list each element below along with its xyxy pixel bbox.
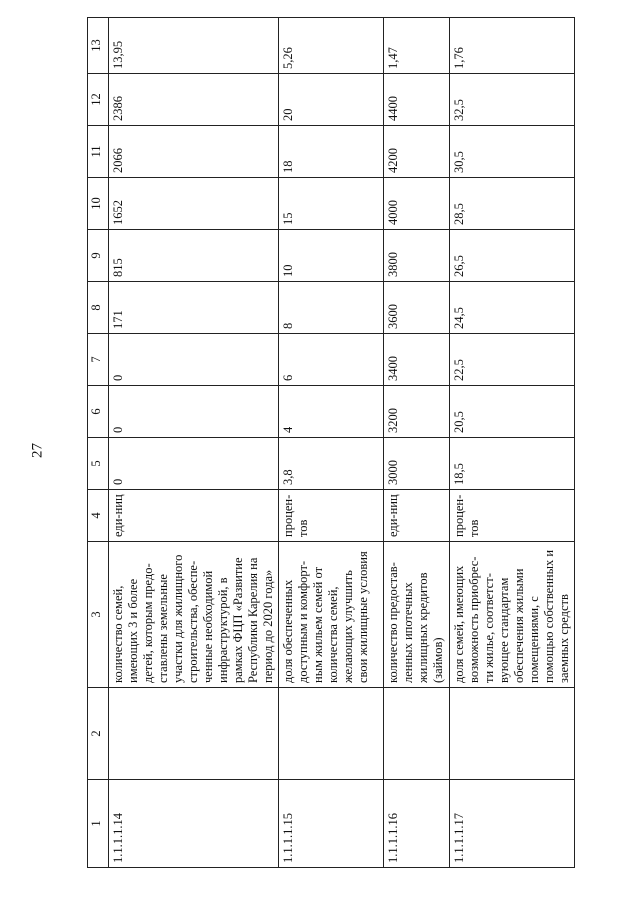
row-value: 15: [279, 178, 384, 230]
indicators-table: [87, 17, 575, 868]
row-value: 3600: [384, 282, 450, 334]
page-number: 27: [29, 443, 46, 458]
row-value: 1,47: [384, 18, 450, 74]
row-value: 30,5: [450, 126, 575, 178]
row-value: 3400: [384, 334, 450, 386]
row-value: 1,76: [450, 18, 575, 74]
row-value: 171: [109, 282, 279, 334]
header-cell: 2: [88, 688, 109, 780]
header-cell: 11: [88, 126, 109, 178]
header-cell: 7: [88, 334, 109, 386]
row-indicator: доля семей, имеющих возможность приобрес-ти жилье, соответст-вующее стандартам обеспечения жилыми помещениями, с помощью собственных и заемных средств: [450, 542, 575, 688]
row-value: 4200: [384, 126, 450, 178]
header-cell: 8: [88, 282, 109, 334]
row-value: 3000: [384, 438, 450, 490]
row-indicator: доля обеспеченных доступным и комфорт-ным жильем семей от количества семей, желающих улучшить свои жилищные условия: [279, 542, 384, 688]
row-code: 1.1.1.1.17: [450, 780, 575, 868]
table-row: [279, 18, 384, 868]
row-col2: [384, 688, 450, 780]
header-cell: 5: [88, 438, 109, 490]
table-row: [109, 18, 279, 868]
row-value: 18,5: [450, 438, 575, 490]
row-col2: [279, 688, 384, 780]
row-unit: еди-ниц: [109, 490, 279, 542]
row-code: 1.1.1.1.15: [279, 780, 384, 868]
row-value: 13,95: [109, 18, 279, 74]
row-value: 0: [109, 438, 279, 490]
header-cell: 9: [88, 230, 109, 282]
row-value: 20,5: [450, 386, 575, 438]
row-col2: [450, 688, 575, 780]
row-value: 3,8: [279, 438, 384, 490]
row-value: 2386: [109, 74, 279, 126]
rotated-table-container: [87, 18, 571, 868]
row-value: 32,5: [450, 74, 575, 126]
row-code: 1.1.1.1.16: [384, 780, 450, 868]
header-cell: 1: [88, 780, 109, 868]
header-cell: 10: [88, 178, 109, 230]
row-unit: процен-тов: [279, 490, 384, 542]
row-value: 3200: [384, 386, 450, 438]
row-value: 1652: [109, 178, 279, 230]
row-code: 1.1.1.1.14: [109, 780, 279, 868]
row-value: 8: [279, 282, 384, 334]
row-value: 6: [279, 334, 384, 386]
row-unit: еди-ниц: [384, 490, 450, 542]
row-value: 5,26: [279, 18, 384, 74]
row-col2: [109, 688, 279, 780]
table-row: [384, 18, 450, 868]
row-value: 26,5: [450, 230, 575, 282]
row-value: 4000: [384, 178, 450, 230]
row-value: 20: [279, 74, 384, 126]
row-value: 10: [279, 230, 384, 282]
table-row: [450, 18, 575, 868]
header-cell: 13: [88, 18, 109, 74]
row-value: 18: [279, 126, 384, 178]
row-value: 4400: [384, 74, 450, 126]
row-value: 28,5: [450, 178, 575, 230]
header-cell: 3: [88, 542, 109, 688]
row-value: 0: [109, 334, 279, 386]
row-value: 24,5: [450, 282, 575, 334]
row-value: 4: [279, 386, 384, 438]
row-indicator: количество семей, имеющих 3 и более детей, которым предо-ставлены земельные участки для жилищного строительства, обеспе-ченные необходимой инфраструктурой, в рамках ФЦП «Развитие Республики Карелия на период до 2020 года»: [109, 542, 279, 688]
row-indicator: количество предостав-ленных ипотечных жилищных кредитов (займов): [384, 542, 450, 688]
header-cell: 4: [88, 490, 109, 542]
row-value: 0: [109, 386, 279, 438]
row-unit: процен-тов: [450, 490, 575, 542]
row-value: 22,5: [450, 334, 575, 386]
row-value: 815: [109, 230, 279, 282]
row-value: 2066: [109, 126, 279, 178]
header-row: [88, 18, 109, 868]
header-cell: 12: [88, 74, 109, 126]
header-cell: 6: [88, 386, 109, 438]
row-value: 3800: [384, 230, 450, 282]
